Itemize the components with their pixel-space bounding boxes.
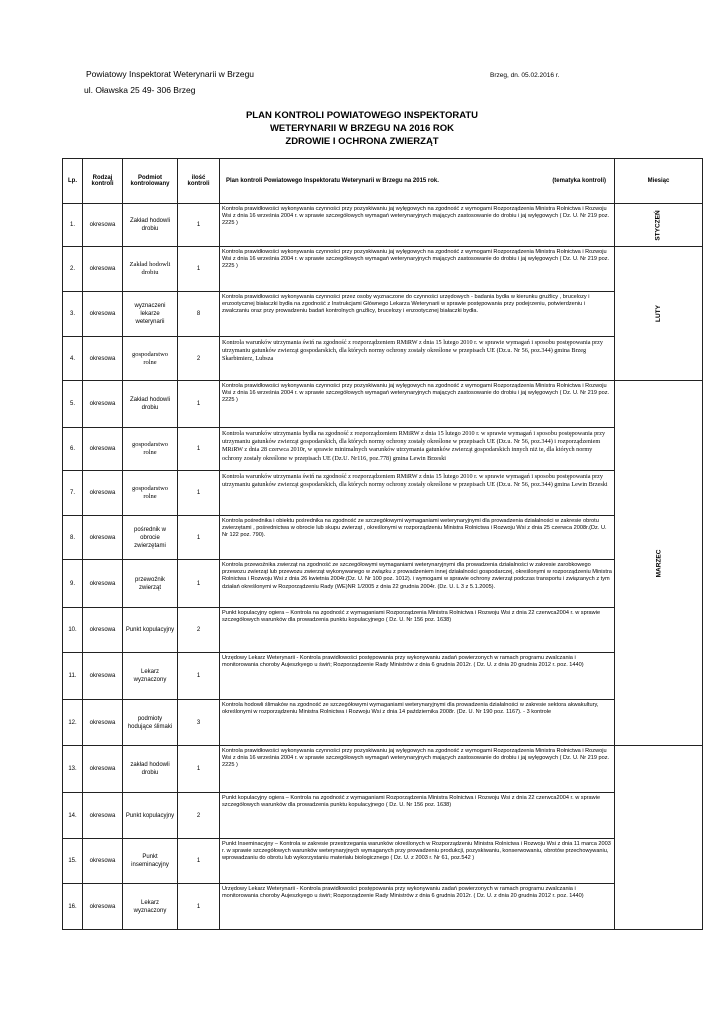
header-plan-label: Plan kontroli Powiatowego Inspektoratu Weterynarii w Brzegu na 2015 rok. — [226, 178, 439, 184]
table-row — [63, 884, 703, 930]
document-title — [0, 109, 724, 148]
table-row — [63, 471, 703, 516]
table-row — [63, 204, 703, 247]
row-lp: 14. — [63, 793, 83, 839]
row-ilosc: 1 — [178, 653, 220, 700]
header-lp: Lp. — [63, 159, 83, 204]
row-rodzaj: okresowa — [83, 793, 123, 839]
table-row — [63, 793, 703, 839]
header-miesiac: Miesiąc — [615, 159, 703, 204]
organization-street: ul. Oławska 25 49- 306 Brzeg — [84, 85, 196, 95]
row-ilosc: 2 — [178, 793, 220, 839]
document-date: Brzeg, dn. 05.02.2016 r. — [490, 72, 560, 79]
organization-address — [86, 66, 254, 98]
row-lp: 9. — [63, 560, 83, 608]
row-rodzaj: okresowa — [83, 700, 123, 746]
row-podmiot: Punkt kopulacyjny — [123, 608, 178, 653]
row-lp: 10. — [63, 608, 83, 653]
row-lp: 4. — [63, 337, 83, 381]
month-marzec — [615, 381, 703, 746]
row-lp: 11. — [63, 653, 83, 700]
row-rodzaj: okresowa — [83, 839, 123, 884]
header-ilosc: ilość kontroli — [178, 159, 220, 204]
row-opis: Punkt kopulacyjny ogiera – Kontrola na zgodność z wymaganiami Rozporządzenia Ministra Rolnictwa i Rozwoju Wsi z dnia 22 czerwca2004 r. w sprawie szczegółowych warunków dla prowadzenia punktu kopulacyjnego ( Dz. U. Nr 156 poz. 1638) — [220, 608, 615, 653]
table-row — [63, 292, 703, 337]
row-opis: Kontrola prawidłowości wykonywania czynności przez osoby wyznaczone do czynności urzędowych - badania bydła w kierunku gruźlicy , brucelozy i enzootycznej białaczki bydła na zgodność z Instrukcjami Głównego Lekarza Weterynarii w sprawie postępowania przy podejrzeniu, potwierdzeniu i zwalczaniu oraz przy prowadzeniu badań kontrolnych gruźlicy, brucelozy i enzootycznej białaczki bydła. — [220, 292, 615, 337]
row-opis: Kontrola warunków utrzymania świń na zgodność z rozporządzeniem RMiRW z dnia 15 lutego 2010 r. w sprawie wymagań i sposobu postępowania przy utrzymaniu gatunków zwierząt gospodarskich, dla których normy ochrony zostały określone w przepisach UE (Dz.u. Nr 56, poz.344) gmina Brzeg Skarbimierz, Lubsza — [220, 337, 615, 381]
row-opis: Kontrola prawidłowości wykonywania czynności przy pozyskiwaniu jaj wylęgowych na zgodność z wymogami Rozporządzenia Ministra Rolnictwa i Rozwoju Wsi z dnia 16 września 2004 r. w sprawie szczegółowych wymagań weterynaryjnych mających zastosowanie do drobiu i jaj wylęgowych ( Dz. U. Nr 219 poz. 2225 ) — [220, 247, 615, 292]
row-rodzaj: okresowa — [83, 608, 123, 653]
table-row — [63, 700, 703, 746]
header-podmiot: Podmiot kontrolowany — [123, 159, 178, 204]
row-ilosc: 1 — [178, 746, 220, 793]
row-rodzaj: okresowa — [83, 428, 123, 471]
row-podmiot: Zakład hodowli drobiu — [123, 381, 178, 428]
row-rodzaj: okresowa — [83, 746, 123, 793]
row-rodzaj: okresowa — [83, 204, 123, 247]
row-opis: Urzędowy Lekarz Weterynarii - Kontrola prawidłowości postępowania przy wykonywaniu zadań powierzonych w ramach programu zwalczania i monitorowania choroby Aujeszkyego u świń; Rozporządzenie Rady Ministrów z dnia 6 grudnia 2012r. ( Dz. U. z dnia 20 grudnia 2012 r. poz. 1440) — [220, 884, 615, 930]
row-ilosc: 2 — [178, 337, 220, 381]
row-ilosc: 1 — [178, 204, 220, 247]
title-line-3: ZDROWIE I OCHRONA ZWIERZĄT — [285, 136, 439, 147]
title-line-2: WETERYNARII W BRZEGU NA 2016 ROK — [269, 123, 455, 134]
row-podmiot: Punkt inseminacyjny — [123, 839, 178, 884]
row-rodzaj: okresowa — [83, 516, 123, 560]
row-podmiot: Zakład hodowli drobiu — [123, 204, 178, 247]
table-row — [63, 516, 703, 560]
table-row — [63, 247, 703, 292]
row-lp: 12. — [63, 700, 83, 746]
month-label: LUTY — [654, 305, 662, 322]
row-rodzaj: okresowa — [83, 247, 123, 292]
month-label: MARZEC — [655, 549, 662, 577]
row-ilosc: 1 — [178, 560, 220, 608]
row-rodzaj: okresowa — [83, 560, 123, 608]
row-rodzaj: okresowa — [83, 471, 123, 516]
row-podmiot: pośrednik w obrocie zwierzętami — [123, 516, 178, 560]
row-rodzaj: okresowa — [83, 653, 123, 700]
table-row — [63, 746, 703, 793]
inspection-plan-table — [62, 158, 703, 930]
row-opis: Kontrola warunków utrzymania świń na zgodność z rozporządzeniem RMiRW z dnia 15 lutego 2010 r. w sprawie wymagań i sposobu postępowania przy utrzymaniu gatunków zwierząt gospodarskich, dla których normy ochrony zostały określone w przepisach UE (Dz.u. Nr 56, poz.344) gmina Lewin Brzeski — [220, 471, 615, 516]
row-podmiot: Punkt kopulacyjny — [123, 793, 178, 839]
row-rodzaj: okresowa — [83, 884, 123, 930]
row-opis: Punkt kopulacyjny ogiera – Kontrola na zgodność z wymaganiami Rozporządzenia Ministra Rolnictwa i Rozwoju Wsi z dnia 22 czerwca2004 r. w sprawie szczegółowych warunków dla prowadzenia punktu kopulacyjnego ( Dz. U. Nr 156 poz. 1638) — [220, 793, 615, 839]
row-podmiot: Lekarz wyznaczony — [123, 653, 178, 700]
row-opis: Kontrola prawidłowości wykonywania czynności przy pozyskiwaniu jaj wylęgowych na zgodność z wymogami Rozporządzenia Ministra Rolnictwa i Rozwoju Wsi z dnia 16 września 2004 r. w sprawie szczegółowych wymagań weterynaryjnych mających zastosowanie do drobiu i jaj wylęgowych ( Dz. U. Nr 219 poz. 2225 ) — [220, 381, 615, 428]
row-ilosc: 1 — [178, 839, 220, 884]
row-ilosc: 1 — [178, 247, 220, 292]
row-lp: 16. — [63, 884, 83, 930]
row-ilosc: 2 — [178, 608, 220, 653]
row-rodzaj: okresowa — [83, 381, 123, 428]
row-podmiot: gospodarstwo rolne — [123, 428, 178, 471]
table-row — [63, 653, 703, 700]
row-rodzaj: okresowa — [83, 337, 123, 381]
table-row — [63, 381, 703, 428]
row-podmiot: Zakład hodowli drobiu — [123, 247, 178, 292]
header-tematyka: (tematyka kontroli) — [552, 178, 606, 184]
month-cell-empty — [615, 746, 703, 930]
table-row — [63, 337, 703, 381]
row-opis: Kontrola hodowli ślimaków na zgodność ze szczegółowymi wymaganiami weterynaryjnymi dla prowadzenia działalności w zakresie sektora akwakultury, określonymi w rozporządzeniu Ministra Rolnictwa i Rozwoju Wsi z dnia 14 października 2008r. (Dz. U. Nr 190 poz. 1167). - 3 kontrole — [220, 700, 615, 746]
title-line-1: PLAN KONTROLI POWIATOWEGO INSPEKTORATU — [245, 110, 479, 121]
row-opis: Punkt Inseminacyjny – Kontrola w zakresie przestrzegania warunków określonych w Rozporządzeniu Ministra Rolnictwa i Rozwoju Wsi z dnia 11 marca 2003 r. w sprawie szczegółowych warunków weterynaryjnych wymaganych przy prowadzeniu produkcji, pozyskiwaniu, konserwowaniu, obrotów przechowywaniu, wprowadzaniu do obrotu lub wykorzystaniu materiału biologicznego ( Dz. U. z 2003 r. Nr 61, poz.542 ) — [220, 839, 615, 884]
row-lp: 8. — [63, 516, 83, 560]
row-opis: Kontrola warunków utrzymania bydła na zgodność z rozporządzeniem RMiRW z dnia 15 lutego 2010 r. w sprawie wymagań i sposobu postępowania przy utrzymaniu gatunków zwierząt gospodarskich, dla których normy ochrony zostały określone w przepisach UE (Dz.u. Nr 56, poz.344) i rozporządzeniem MRiRW z dnia 28 czerwca 2010r, w sprawie minimalnych warunków utrzymania gatunków zwierząt gospodarskich innych niż te, dla których normy ochrony zostały określone w przepisach UE (Dz.U. Nr116, poz.778) gmina Lewin Brzeski — [220, 428, 615, 471]
row-podmiot: gospodarstwo rolne — [123, 471, 178, 516]
organization-name: Powiatowy Inspektorat Weterynarii w Brzegu — [86, 69, 255, 79]
row-ilosc: 1 — [178, 428, 220, 471]
row-podmiot: podmioty hodujące ślimaki — [123, 700, 178, 746]
row-ilosc: 8 — [178, 292, 220, 337]
header-rodzaj: Rodzaj kontroli — [83, 159, 123, 204]
row-lp: 3. — [63, 292, 83, 337]
table-row — [63, 560, 703, 608]
row-opis: Urzędowy Lekarz Weterynarii - Kontrola prawidłowości postępowania przy wykonywaniu zadań powierzonych w ramach programu zwalczania i monitorowania choroby Aujeszkyego u świń; Rozporządzenie Rady Ministrów z dnia 6 grudnia 2012r. ( Dz. U. z dnia 20 grudnia 2012 r. poz. 1440) — [220, 653, 615, 700]
row-opis: Kontrola przewoźnika zwierząt na zgodność ze szczegółowymi wymaganiami weterynaryjnymi dla prowadzenia działalności w zakresie zarobkowego przewozu zwierząt lub przewozu zwierząt wykonywanego w związku z prowadzeniem innej działalności gospodarczej, określonymi w rozporządzeniu Ministra Rolnictwa i Rozwoju Wsi z dnia 26 kwietnia 2004r.(Dz. U. Nr 100 poz. 1012). i wymogami w sprawie ochrony zwierząt podczas transportu i związanych z tym działań określonymi w Rozporządzeniu Rady (WE)NR 1/2005 z dnia 22 grudnia 2004r. (Dz. U. L 3 z 5.1.2005). — [220, 560, 615, 608]
row-podmiot: Lekarz wyznaczony — [123, 884, 178, 930]
row-opis: Kontrola prawidłowości wykonywania czynności przy pozyskiwaniu jaj wylęgowych na zgodność z wymogami Rozporządzenia Ministra Rolnictwa i Rozwoju Wsi z dnia 16 września 2004 r. w sprawie szczegółowych wymagań weterynaryjnych mających zastosowanie do drobiu i jaj wylęgowych ( Dz. U. Nr 219 poz. 2225 ) — [220, 746, 615, 793]
row-rodzaj: okresowa — [83, 292, 123, 337]
month-styczen — [615, 204, 703, 247]
row-podmiot: gospodarstwo rolne — [123, 337, 178, 381]
row-lp: 2. — [63, 247, 83, 292]
row-podmiot: wyznaczeni lekarze weterynarii — [123, 292, 178, 337]
row-opis: Kontrola pośrednika i obiektu pośrednika na zgodność ze szczegółowymi wymaganiami weterynaryjnymi dla prowadzenia działalności w zakresie obrotu zwierzętami , pośrednictwa w obrocie lub skupu zwierząt , określonymi w rozporządzeniu Ministra Rolnictwa i Rozwoju Wsi z dnia 25 czerwca 2008r.(Dz. U. Nr 122 poz. 790). — [220, 516, 615, 560]
row-ilosc: 1 — [178, 471, 220, 516]
row-podmiot: zakład hodowli drobiu — [123, 746, 178, 793]
row-ilosc: 1 — [178, 884, 220, 930]
table-row — [63, 428, 703, 471]
row-lp: 1. — [63, 204, 83, 247]
row-ilosc: 3 — [178, 700, 220, 746]
table-row — [63, 608, 703, 653]
row-ilosc: 1 — [178, 381, 220, 428]
row-opis: Kontrola prawidłowości wykonywania czynności przy pozyskiwaniu jaj wylęgowych na zgodność z wymogami Rozporządzenia Ministra Rolnictwa i Rozwoju Wsi z dnia 16 września 2004 r. w sprawie szczegółowych wymagań weterynaryjnych mających zastosowanie do drobiu i jaj wylęgowych ( Dz. U. Nr 219 poz. 2225 ) — [220, 204, 615, 247]
row-lp: 5. — [63, 381, 83, 428]
row-lp: 6. — [63, 428, 83, 471]
row-podmiot: przewoźnik zwierząt — [123, 560, 178, 608]
header-plan — [220, 159, 615, 204]
row-lp: 7. — [63, 471, 83, 516]
month-label: STYCZEŃ — [655, 209, 662, 241]
table-header-row — [63, 159, 703, 204]
row-lp: 13. — [63, 746, 83, 793]
month-luty — [615, 247, 703, 381]
row-ilosc: 1 — [178, 516, 220, 560]
row-lp: 15. — [63, 839, 83, 884]
table-row — [63, 839, 703, 884]
